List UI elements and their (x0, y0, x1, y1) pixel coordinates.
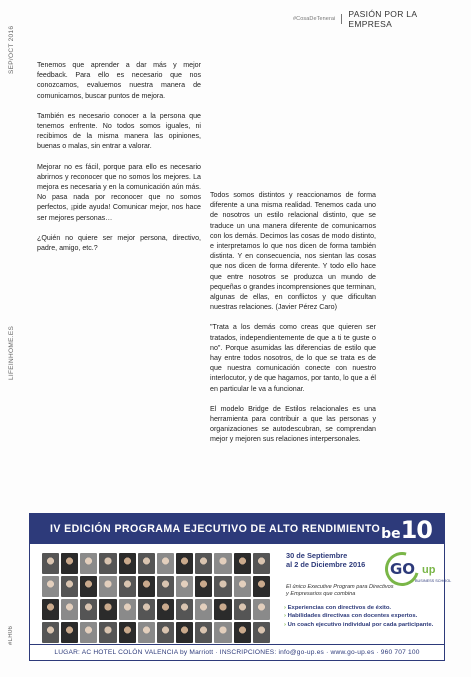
benefit-item: › Habilidades directivas con docentes expertos. (284, 612, 444, 620)
speaker-photo (99, 553, 116, 574)
header-divider (341, 14, 342, 24)
speaker-photo (99, 622, 116, 643)
speaker-photo (234, 622, 251, 643)
speaker-photo (214, 599, 231, 620)
speaker-photo (42, 599, 59, 620)
speaker-photo (195, 576, 212, 597)
speaker-photo (176, 622, 193, 643)
speaker-photo (119, 599, 136, 620)
speaker-photo (99, 599, 116, 620)
advertisement[interactable] (29, 513, 452, 661)
speaker-photo (42, 622, 59, 643)
speaker-photo (80, 599, 97, 620)
speaker-photo (234, 576, 251, 597)
speaker-photo (253, 599, 270, 620)
speaker-photo (234, 553, 251, 574)
article-column-left (37, 60, 201, 263)
article-paragraph: Mejorar no es fácil, porque para ello es necesario abrirnos y reconocer que no somos los mejores. La mejora es necesaria y en la comunicación aún más. No pasa nada por reconocer que no somos perfectos, ¡pide ayuda! Comunicar mejor, nos hace ser mejores personas… (37, 162, 201, 222)
speaker-photo (61, 622, 78, 643)
go-up-logo: GO up BUSINESS SCHOOL (385, 552, 445, 592)
speaker-photo (195, 599, 212, 620)
speaker-photo (138, 553, 155, 574)
article-paragraph: ¿Quién no quiere ser mejor persona, directivo, padre, amigo, etc.? (37, 233, 201, 253)
page-number: #LH06 (8, 625, 14, 645)
speaker-photo (99, 576, 116, 597)
speaker-photo (176, 599, 193, 620)
speaker-photo (157, 599, 174, 620)
benefit-item: › Experiencias con directivos de éxito. (284, 604, 444, 612)
speaker-photo (80, 576, 97, 597)
brand-label: LIFEINHOME.ES (8, 325, 15, 380)
benefit-item: › Un coach ejecutivo individual por cada participante. (284, 621, 444, 629)
article-paragraph: También es necesario conocer a la persona que tenemos enfrente. No todos somos iguales, ni recibimos de la misma manera las opiniones, buenas o malas, sin entrar a valorar. (37, 111, 201, 151)
issue-date: SEP/OCT 2016 (8, 25, 15, 74)
article-paragraph: Todos somos distintos y reaccionamos de forma diferente a una misma realidad. Tenemos cada uno de nosotros un estilo relacional distinto, que se traduce un una manera diferente de comunicarnos con los demás. Decimos las cosas de modo distinto, e interpretamos lo que nos dicen de forma también distinta. Y en consecuencia, nos sientan las cosas que nos dicen de forma diferente. Y todo ello hace que entre nosotros se produzca un mundo de pequeñas o grandes incomprensiones que terminan, algunas de ellas, en conflictos y que dificultan nuestras relaciones. (Javier Pérez Caro) (210, 191, 376, 312)
speaker-photo (138, 576, 155, 597)
speaker-photo (195, 553, 212, 574)
speaker-photo (42, 576, 59, 597)
ad-contact-footer[interactable]: LUGAR: AC HOTEL COLÓN VALENCIA by Marriott · INSCRIPCIONES: info@go-up.es · www.go-up.es · 960 707 100 (30, 644, 444, 660)
article-column-right (210, 190, 376, 455)
speaker-photo (214, 576, 231, 597)
speaker-photo (234, 599, 251, 620)
article-paragraph: "Trata a los demás como creas que quieren ser tratados, independientemente de que a ti te guste o no". Porque asumidas las diferencias de estilo que hay entre todos nosotros, de lo que se trata es de que nuestra comunicación conecte con nuestro interlocutor, y de que hagamos, por tanto, lo que a él en particular le va a funcionar. (210, 323, 376, 393)
speaker-photo (157, 576, 174, 597)
speaker-photo (138, 599, 155, 620)
speaker-photo (157, 553, 174, 574)
speaker-photo (42, 553, 59, 574)
speaker-photo (195, 622, 212, 643)
speaker-photo (253, 576, 270, 597)
speaker-photo (119, 553, 136, 574)
header-hashtag: #CosaDeTenerai (293, 16, 336, 22)
speaker-photo (80, 553, 97, 574)
speaker-photo (61, 599, 78, 620)
program-benefits (284, 604, 444, 629)
speaker-photo (214, 622, 231, 643)
speaker-photo (119, 622, 136, 643)
speaker-photo (119, 576, 136, 597)
speaker-photo (157, 622, 174, 643)
section-title: PASIÓN POR LA EMPRESA (348, 9, 417, 29)
speaker-photo (61, 553, 78, 574)
speaker-photo (176, 553, 193, 574)
be10-logo: be 10 (381, 516, 432, 544)
article-paragraph: El modelo Bridge de Estilos relacionales es una herramienta para contribuir a que las personas y organizaciones se autodescubran, se comprendan mejor y mejoren sus relaciones interpersonales. (210, 404, 376, 444)
speaker-photo-grid (42, 553, 270, 643)
speaker-photo (253, 622, 270, 643)
program-description: El único Executive Program para Directivos y Empresarios que combina (286, 584, 394, 597)
program-dates: 30 de Septiembre al 2 de Diciembre 2016 (286, 551, 366, 569)
speaker-photo (138, 622, 155, 643)
ad-banner (30, 514, 444, 544)
speaker-photo (214, 553, 231, 574)
speaker-photo (80, 622, 97, 643)
speaker-photo (61, 576, 78, 597)
speaker-photo (176, 576, 193, 597)
ad-title: IV EDICIÓN PROGRAMA EJECUTIVO DE ALTO RENDIMIENTO (50, 523, 381, 535)
page-header (293, 9, 463, 29)
article-paragraph: Tenemos que aprender a dar más y mejor feedback. Para ello es necesario que nos conozcamos, evaluemos nuestra manera de comunicarnos, buscar puntos de mejora. (37, 61, 201, 100)
speaker-photo (253, 553, 270, 574)
